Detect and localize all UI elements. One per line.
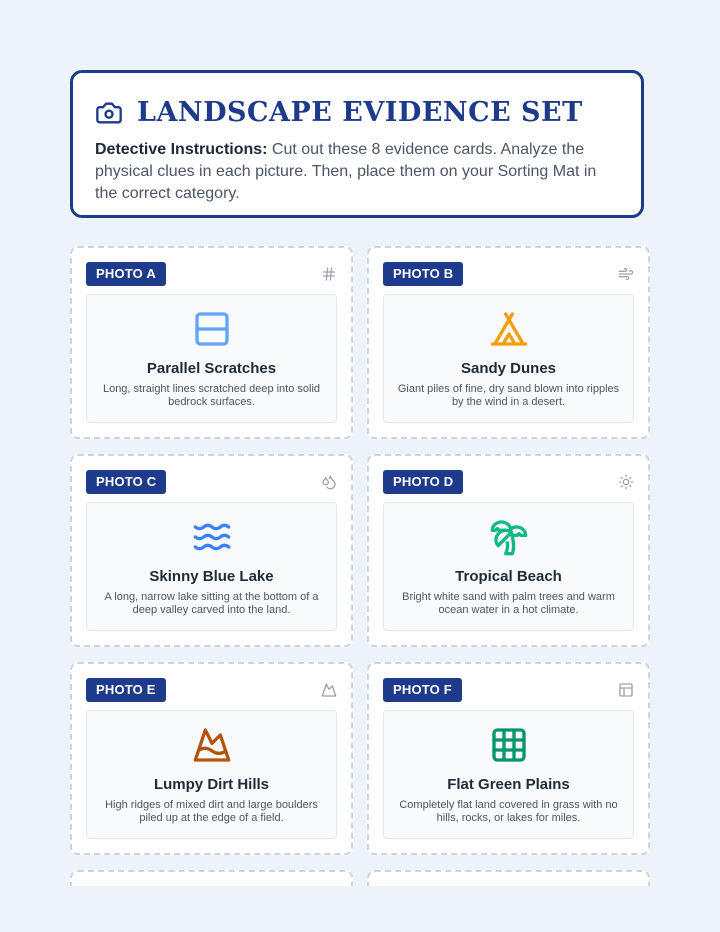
card-title: Lumpy Dirt Hills <box>153 776 269 793</box>
page-bottom-edge <box>0 886 720 932</box>
card-title: Skinny Blue Lake <box>149 568 274 585</box>
card-description: Bright white sand with palm trees and warm ocean water in a hot climate. <box>402 591 615 616</box>
layout-icon <box>618 682 634 698</box>
sun-icon <box>618 474 634 490</box>
photo-badge: PHOTO C <box>86 470 166 494</box>
title-row <box>95 95 617 131</box>
card-title: Tropical Beach <box>455 568 562 585</box>
card-description: Giant piles of fine, dry sand blown into ripples by the wind in a desert. <box>397 383 620 408</box>
photo-badge: PHOTO D <box>383 470 463 494</box>
page-title: LANDSCAPE EVIDENCE SET <box>137 97 583 128</box>
grid-icon <box>489 725 529 765</box>
photo-badge: PHOTO B <box>383 262 463 286</box>
card-description: A long, narrow lake sitting at the bottom of a deep valley carved into the land. <box>104 591 319 616</box>
photo-badge: PHOTO E <box>86 678 166 702</box>
evidence-picture <box>86 710 337 839</box>
split-square-icon <box>192 309 232 349</box>
evidence-picture <box>86 502 337 631</box>
droplets-icon <box>321 474 337 490</box>
evidence-picture <box>383 294 634 423</box>
card-title: Parallel Scratches <box>146 360 277 377</box>
instructions-text: Cut out these 8 evidence cards. Analyze the physical clues in each picture. Then, place them on your Sorting Mat in the correct category. <box>95 141 597 202</box>
hash-icon <box>321 266 337 282</box>
evidence-card-d <box>367 454 650 647</box>
photo-badge: PHOTO A <box>86 262 166 286</box>
evidence-picture <box>86 294 337 423</box>
photo-badge: PHOTO F <box>383 678 462 702</box>
evidence-card-c <box>70 454 353 647</box>
palm-tree-icon <box>489 517 529 557</box>
tent-icon <box>489 309 529 349</box>
evidence-card-a <box>70 246 353 439</box>
header-box <box>70 70 644 218</box>
card-description: High ridges of mixed dirt and large boulders piled up at the edge of a field. <box>105 799 318 824</box>
evidence-card-f <box>367 662 650 855</box>
instructions-label: Detective Instructions: <box>95 141 268 158</box>
evidence-picture <box>383 710 634 839</box>
mountain-snow-icon <box>192 725 232 765</box>
card-title: Flat Green Plains <box>447 776 570 793</box>
card-description: Long, straight lines scratched deep into solid bedrock surfaces. <box>102 383 321 408</box>
instructions <box>95 139 617 205</box>
card-title: Sandy Dunes <box>460 360 557 377</box>
card-description: Completely flat land covered in grass with no hills, rocks, or lakes for miles. <box>399 799 618 824</box>
evidence-card-e <box>70 662 353 855</box>
camera-icon <box>95 99 123 127</box>
mountain-icon <box>321 682 337 698</box>
evidence-card-b <box>367 246 650 439</box>
wind-icon <box>618 266 634 282</box>
evidence-picture <box>383 502 634 631</box>
waves-icon <box>192 517 232 557</box>
